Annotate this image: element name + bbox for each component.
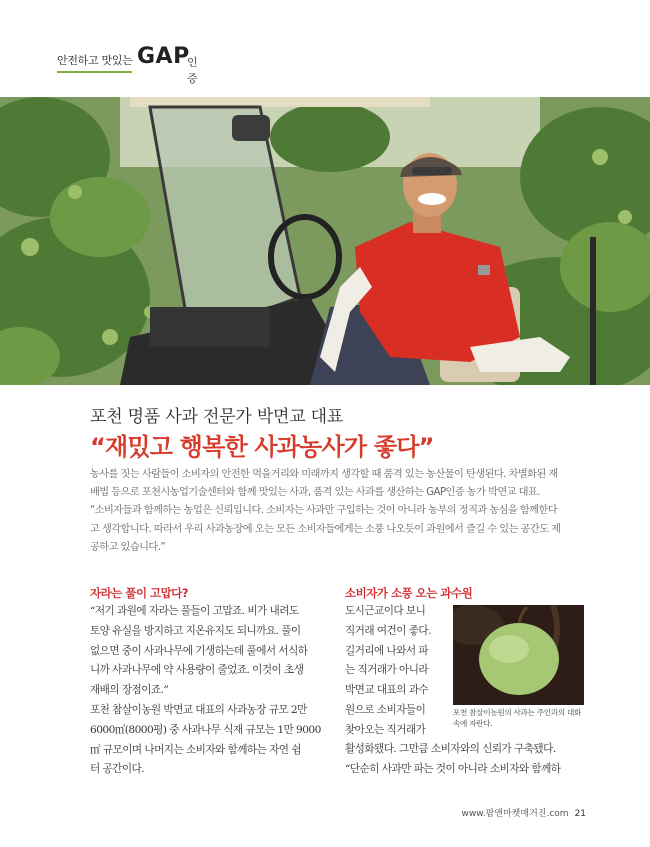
lede-line: 배법 등으로 포천시농업기술센터와 함께 맛있는 사과, 품격 있는 사과를 생산하는 GAP인증 농가 박면교 대표.: [90, 487, 540, 499]
footer-url: www.팜앤마켓매거진.com: [461, 809, 569, 819]
gap-logo-text: GAP: [137, 44, 190, 69]
lede-line: 공하고 있습니다.”: [90, 541, 166, 553]
farmer-photo: [0, 97, 650, 385]
body-line: 박면교 대표의 과수: [345, 684, 429, 697]
header-badge: 안전하고 맛있는: [57, 52, 132, 73]
article-lede: [90, 466, 584, 557]
article-title: “재밌고 행복한 사과농사가 좋다”: [90, 433, 434, 461]
left-section-heading: 자라는 풀이 고맙다?: [90, 586, 189, 600]
body-line: 포천 참살이농원 박면교 대표의 사과농장 규모 2만: [90, 703, 307, 716]
body-line: 토양 유실을 방지하고 지온유지도 되니까요. 풀이: [90, 624, 301, 637]
lede-line: 농사를 짓는 사람들이 소비자의 안전한 먹을거리와 미래까지 생각할 때 품격 있는 농산물이 탄생된다. 차별화된 재: [90, 469, 558, 480]
body-line: 활성화됐다. 그만큼 소비자와의 신뢰가 구축됐다.: [345, 743, 556, 755]
body-line: 터 공간이다.: [90, 763, 145, 776]
body-line: 직거래 여건이 좋다.: [345, 624, 431, 637]
right-section-heading: 소비자가 소풍 오는 과수원: [345, 586, 473, 600]
article-subtitle: 포천 명품 사과 전문가 박면교 대표: [90, 407, 344, 427]
right-column-wide-body: [345, 740, 590, 780]
body-line: 니까 사과나무에 약 사용량이 줄었죠. 이것이 초생: [90, 664, 304, 677]
body-line: 없으면 중이 사과나무에 기생하는데 풀에서 서식하: [90, 644, 308, 657]
body-line: 찾아오는 직거래가: [345, 723, 426, 736]
lede-line: 고 생각합니다. 따라서 우리 사과농장에 오는 모든 소비자들에게는 소풍 나오듯이 과원에서 즐길 수 있는 공간도 제: [90, 523, 561, 535]
header-cert-label: 인증: [187, 56, 198, 85]
body-line: 는 직거래가 아니라: [345, 664, 429, 677]
body-line: 재배의 장점이죠.”: [90, 684, 169, 697]
photo-caption: 포천 참살이농원의 사과는 주인과의 대화속에 자란다.: [453, 708, 582, 728]
body-line: 6000㎡(8000평) 중 사과나무 식재 규모는 1만 9000: [90, 723, 321, 736]
left-column-body: [90, 602, 330, 780]
page-number: 21: [574, 809, 586, 819]
body-line: 길거리에 나와서 파: [345, 644, 429, 657]
body-line: 도시근교이다 보니: [345, 605, 426, 617]
right-column-narrow-body: [345, 602, 445, 741]
body-line: “저기 과원에 자라는 풀들이 고맙죠. 비가 내려도: [90, 605, 299, 617]
apple-photo: [453, 605, 584, 705]
lede-line: “소비자들과 함께하는 농업은 신뢰입니다. 소비자는 사과만 구입하는 것이 아니라 농부의 정직과 농심을 함께한다: [90, 505, 558, 517]
page-footer: [461, 806, 586, 819]
body-line: “단순히 사과만 파는 것이 아니라 소비자와 함께하: [345, 762, 561, 775]
body-line: 원으로 소비자들이: [345, 703, 426, 716]
body-line: ㎡ 규모이며 나머지는 소비자와 함께하는 자연 쉼: [90, 743, 301, 756]
